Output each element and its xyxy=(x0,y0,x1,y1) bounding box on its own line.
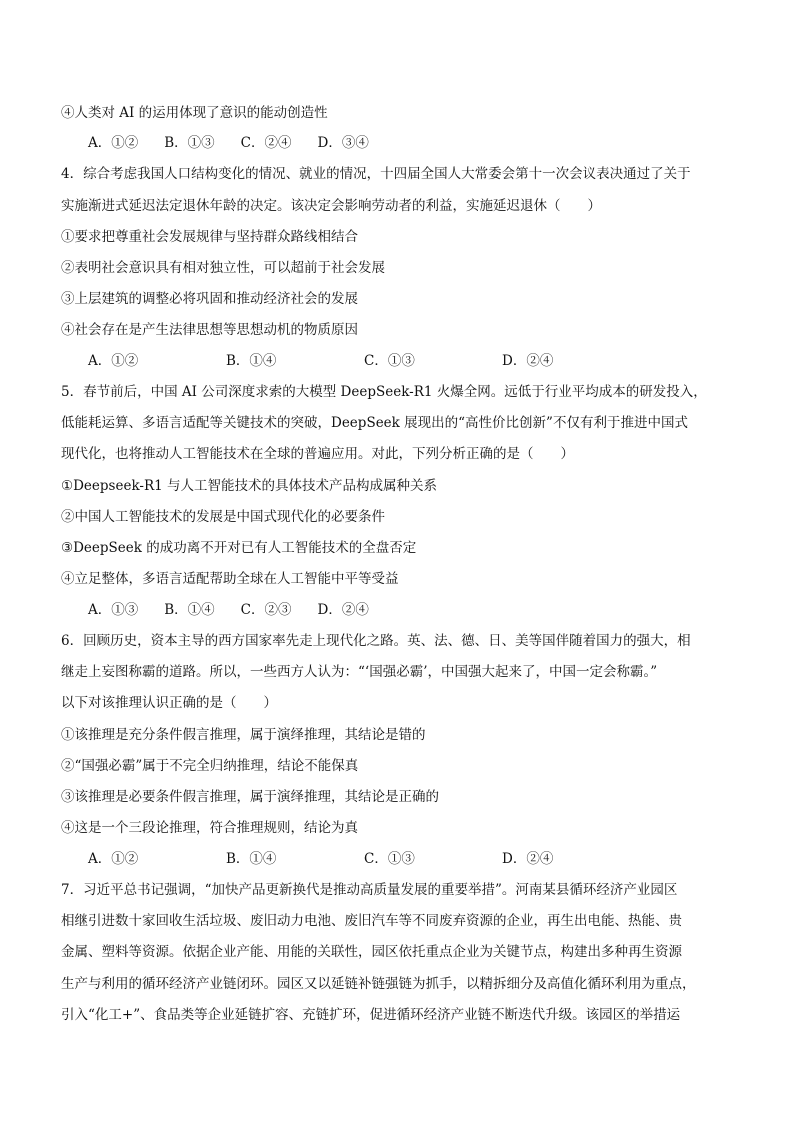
q5-option-b: B．①④ xyxy=(164,602,215,618)
q4-statement-2: ②表明社会意识具有相对独立性，可以超前于社会发展 xyxy=(61,260,385,276)
q6-option-b: B．①④ xyxy=(226,851,277,867)
q7-stem-line-2: 相继引进数十家回收生活垃圾、废旧动力电池、废旧汽车等不同废弃资源的企业，再生出电能、热能、贵 xyxy=(61,913,682,929)
q5-statement-4: ④立足整体，多语言适配帮助全球在人工智能中平等受益 xyxy=(61,571,399,587)
q6-statement-2: ②“国强必霸”属于不完全归纳推理，结论不能保真 xyxy=(61,758,359,774)
q3-options xyxy=(88,133,395,153)
q7-stem-line-5: 引入“化工+”、食品类等企业延链扩容、充链扩环，促进循环经济产业链不断迭代升级。该园区的举措运 xyxy=(61,1007,681,1023)
q3-option-c: C．②④ xyxy=(240,135,292,151)
q4-option-a: A．①② xyxy=(88,353,139,369)
q5-option-c: C．②③ xyxy=(240,602,292,618)
q5-statement-1: ①Deepseek-R1 与人工智能技术的具体技术产品构成属种关系 xyxy=(61,478,438,494)
q5-option-d: D．②④ xyxy=(317,602,369,618)
q7-stem-line-3: 金属、塑料等资源。依据企业产能、用能的关联性，园区依托重点企业为关键节点，构建出多种再生资源 xyxy=(61,944,682,960)
q5-statement-2: ②中国人工智能技术的发展是中国式现代化的必要条件 xyxy=(61,509,385,525)
q4-stem-line-2: 实施渐进式延迟法定退休年龄的决定。该决定会影响劳动者的利益，实施延迟退休（ ） xyxy=(61,198,601,214)
q6-option-a: A．①② xyxy=(88,851,139,867)
q4-statement-4: ④社会存在是产生法律思想等思想动机的物质原因 xyxy=(61,322,358,338)
q6-stem-line-3: 以下对该推理认识正确的是（ ） xyxy=(61,695,277,711)
q7-stem-line-4: 生产与利用的循环经济产业链闭环。园区又以延链补链强链为抓手，以精拆细分及高值化循环利用为重点， xyxy=(61,976,696,992)
q5-stem-line-3: 现代化，也将推动人工智能技术在全球的普遍应用。对此，下列分析正确的是（ ） xyxy=(61,446,574,462)
q5-stem-line-2: 低能耗运算、多语言适配等关键技术的突破，DeepSeek 展现出的“高性价比创新”不仅有利于推进中国式 xyxy=(61,415,688,431)
q4-statement-3: ③上层建筑的调整必将巩固和推动经济社会的发展 xyxy=(61,291,358,307)
q6-options xyxy=(88,849,640,869)
q4-statement-1: ①要求把尊重社会发展规律与坚持群众路线相结合 xyxy=(61,229,358,245)
q3-option-a: A．①② xyxy=(88,135,139,151)
q5-stem-line-1: 5．春节前后，中国 AI 公司深度求索的大模型 DeepSeek-R1 火爆全网。远低于行业平均成本的研发投入， xyxy=(61,384,707,400)
q6-option-c: C．①③ xyxy=(364,851,415,867)
q6-statement-4: ④这是一个三段论推理，符合推理规则，结论为真 xyxy=(61,820,358,836)
q6-statement-1: ①该推理是充分条件假言推理，属于演绎推理，其结论是错的 xyxy=(61,727,426,743)
q4-stem-line-1: 4．综合考虑我国人口结构变化的情况、就业的情况，十四届全国人大常委会第十一次会议表决通过了关于 xyxy=(61,166,691,182)
q6-stem-line-2: 继走上妄图称霸的道路。所以，一些西方人认为：“‘国强必霸’，中国强大起来了，中国一定会称霸。” xyxy=(61,664,658,680)
q6-stem-line-1: 6．回顾历史，资本主导的西方国家率先走上现代化之路。英、法、德、日、美等国伴随着国力的强大，相 xyxy=(61,633,691,649)
q5-statement-3: ③DeepSeek 的成功离不开对已有人工智能技术的全盘否定 xyxy=(61,540,417,556)
q3-statement-4: ④人类对 AI 的运用体现了意识的能动创造性 xyxy=(61,105,328,121)
q5-options xyxy=(88,600,395,620)
q4-options xyxy=(88,351,640,371)
q7-stem-line-1: 7．习近平总书记强调，“加快产品更新换代是推动高质量发展的重要举措”。河南某县循环经济产业园区 xyxy=(61,882,678,898)
q5-option-a: A．①③ xyxy=(88,602,139,618)
q6-statement-3: ③该推理是必要条件假言推理，属于演绎推理，其结论是正确的 xyxy=(61,789,439,805)
q4-option-c: C．①③ xyxy=(364,353,415,369)
q4-option-b: B．①④ xyxy=(226,353,277,369)
q3-option-d: D．③④ xyxy=(317,135,369,151)
q4-option-d: D．②④ xyxy=(502,353,554,369)
q6-option-d: D．②④ xyxy=(502,851,554,867)
q3-option-b: B．①③ xyxy=(164,135,215,151)
